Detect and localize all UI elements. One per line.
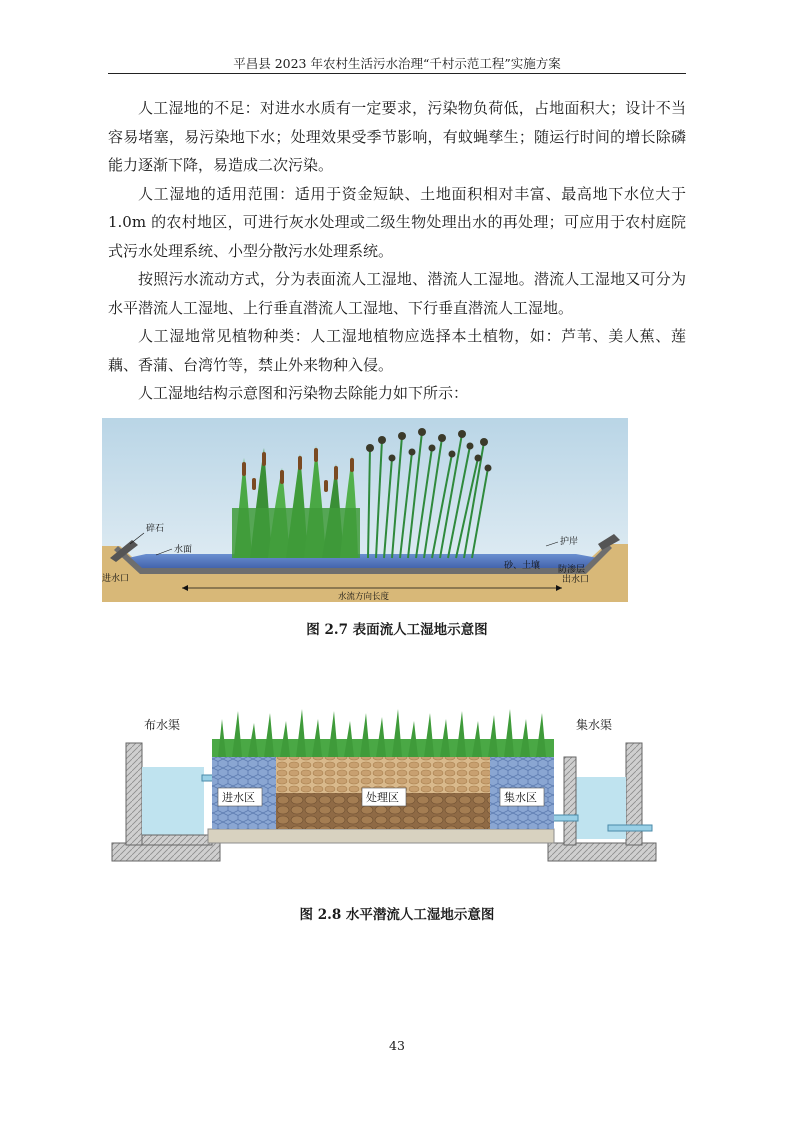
label-water-surface: 水面	[174, 545, 193, 555]
label-sand-soil: 砂、土壤	[504, 561, 541, 571]
collection-pipe	[608, 825, 652, 831]
label-collection-zone: 集水区	[504, 791, 537, 804]
label-bank: 护岸	[560, 537, 579, 547]
paragraph-plant-species: 人工湿地常见植物种类：人工湿地植物应选择本土植物，如：芦苇、美人蕉、莲藕、香蒲、台湾竹等，禁止外来物种入侵。	[108, 327, 686, 374]
label-seepage-layer: 防渗层	[558, 565, 586, 575]
figure2-caption: 图 2.8 水平潜流人工湿地示意图	[299, 907, 495, 923]
label-gravel: 碎石	[146, 524, 165, 534]
surface-flow-wetland-diagram	[102, 418, 628, 602]
paragraph-applicability: 人工湿地的适用范围：适用于资金短缺、土地面积相对丰富、最高地下水位大于 1.0m 的农村地区，可进行灰水处理或二级生物处理出水的再处理；可应用于农村庭院式污水处理系统、小型分散污水处理系统。	[108, 184, 686, 260]
label-treatment-zone: 处理区	[366, 791, 399, 804]
paragraph-intro-figures: 人工湿地结构示意图和污染物去除能力如下所示：	[138, 384, 469, 402]
page-number: 43	[389, 1038, 405, 1053]
left-channel-water	[142, 767, 204, 839]
left-channel-base	[142, 835, 212, 845]
label-collection-channel: 集水渠	[576, 718, 613, 732]
figure1-caption: 图 2.7 表面流人工湿地示意图	[306, 622, 488, 638]
label-outlet: 出水口	[562, 575, 590, 585]
label-inlet: 进水口	[102, 574, 130, 584]
paragraph-disadvantages: 人工湿地的不足：对进水水质有一定要求，污染物负荷低，占地面积大；设计不当容易堵塞，易污染地下水；处理效果受季节影响，有蚊蝇孳生；随运行时间的增长除磷能力逐渐下降，易造成二次污染。	[108, 99, 686, 174]
label-inlet-zone: 进水区	[222, 791, 255, 804]
running-header: 平昌县 2023 年农村生活污水治理“千村示范工程”实施方案	[233, 56, 561, 71]
treatment-zone-top	[276, 755, 490, 793]
left-wall	[126, 743, 142, 845]
label-distribution-channel: 布水渠	[144, 718, 181, 732]
paragraph-flow-types: 按照污水流动方式，分为表面流人工湿地、潜流人工湿地。潜流人工湿地又可分为水平潜流人工湿地、上行垂直潜流人工湿地、下行垂直潜流人工湿地。	[108, 270, 686, 317]
label-flow-length: 水流方向长度	[338, 592, 390, 602]
right-wall-base	[548, 843, 656, 861]
header-rule	[108, 73, 686, 74]
left-wall-base	[112, 843, 220, 861]
right-inner-wall	[564, 757, 576, 845]
body-text	[108, 94, 686, 408]
horizontal-subsurface-wetland-diagram	[108, 705, 660, 865]
impermeable-base	[208, 829, 554, 843]
